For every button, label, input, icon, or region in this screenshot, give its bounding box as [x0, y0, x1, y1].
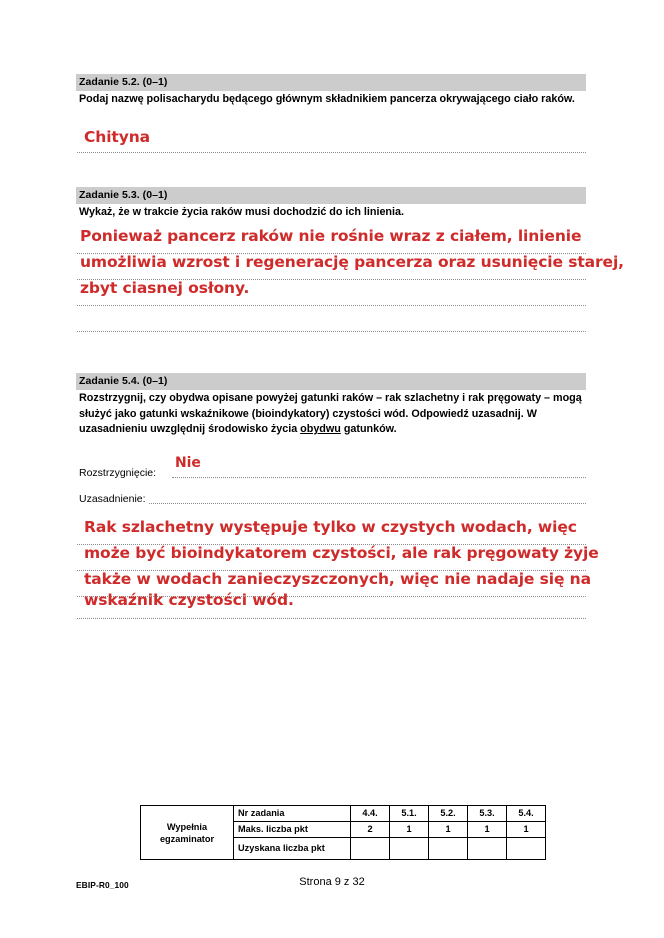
task-5-2-answer-line-1: Chityna: [84, 128, 151, 146]
task-5-3-title: Zadanie 5.3. (0–1): [76, 187, 586, 204]
justification-rule-4[interactable]: [77, 618, 586, 619]
justification-answer-line-3: także w wodach zanieczyszczonych, więc nie nadaje się na: [84, 570, 591, 588]
task-5-4-prompt-line-1: Rozstrzygnij, czy obydwa opisane powyżej gatunki raków – rak szlachetny i rak: [79, 392, 485, 404]
cell-max-points-2: 1: [429, 822, 468, 838]
task-5-4-prompt-line-4: gatunków.: [343, 423, 397, 436]
task-5-2-title: Zadanie 5.2. (0–1): [76, 74, 586, 91]
justification-answer-line-2: może być bioindykatorem czystości, ale rak pręgowaty żyje: [84, 544, 599, 562]
decision-rule[interactable]: [172, 477, 586, 478]
justification-answer-line-1: Rak szlachetny występuje tylko w czystych wodach, więc: [84, 518, 577, 536]
cell-max-points-3: 1: [468, 822, 507, 838]
cell-task-number-1: 5.1.: [390, 806, 429, 822]
task-5-3-prompt-line-1: Wykaż, że w trakcie życia raków musi dochodzić do ich linienia.: [79, 206, 404, 218]
cell-task-number-3: 5.3.: [468, 806, 507, 822]
task-5-4-prompt-line-2: pręgowaty – mogą służyć jako gatunki wskaźnikowe (bioindykatory) czystości wód.: [79, 392, 582, 420]
cell-obtained-points-2[interactable]: [429, 838, 468, 860]
task-5-4-header-band: [76, 373, 586, 390]
task-5-4-prompt-emphasis: obydwu: [300, 423, 341, 436]
task-5-3-answer-line-3: zbyt ciasnej osłony.: [80, 279, 250, 297]
row-label-max-points: Maks. liczba pkt: [234, 822, 351, 838]
examiner-who-line-1: Wypełnia: [166, 821, 208, 832]
page-number: Strona 9 z 32: [299, 876, 365, 888]
task-5-3-prompt: [76, 203, 586, 221]
task-5-2-answer-rule-1[interactable]: [77, 152, 586, 153]
task-5-3-answer-line-2: umożliwia wzrost i regenerację pancerza oraz usunięcie starej,: [80, 253, 624, 271]
cell-obtained-points-1[interactable]: [390, 838, 429, 860]
task-5-2-prompt-line-2: ciało raków.: [513, 93, 575, 105]
cell-obtained-points-4[interactable]: [507, 838, 546, 860]
task-5-4-prompt-line-3: Odpowiedź uzasadnij. W uzasadnieniu uwzględnij środowisko życia: [79, 407, 537, 436]
justification-label: Uzasadnienie:: [79, 493, 146, 505]
row-label-obtained-points: Uzyskana liczba pkt: [234, 838, 351, 860]
task-5-4-title: Zadanie 5.4. (0–1): [76, 373, 586, 390]
cell-obtained-points-3[interactable]: [468, 838, 507, 860]
examiner-who-line-2: egzaminator: [159, 833, 215, 844]
task-5-2-prompt-line-1: Podaj nazwę polisacharydu będącego głównym składnikiem pancerza okrywającego: [79, 93, 511, 105]
examiner-score-table: [140, 805, 546, 860]
cell-max-points-4: 1: [507, 822, 546, 838]
justification-answer-line-4: wskaźnik czystości wód.: [84, 591, 294, 609]
task-5-3-answer-rule-3[interactable]: [77, 305, 586, 306]
task-5-2-prompt: [76, 90, 586, 108]
cell-task-number-2: 5.2.: [429, 806, 468, 822]
cell-max-points-0: 2: [351, 822, 390, 838]
cell-obtained-points-0[interactable]: [351, 838, 390, 860]
task-5-4-prompt: [76, 389, 586, 438]
justification-rule-0[interactable]: [149, 503, 586, 504]
task-5-2-header-band: [76, 74, 586, 91]
table-row: [141, 806, 546, 822]
task-5-3-header-band: [76, 187, 586, 204]
cell-max-points-1: 1: [390, 822, 429, 838]
task-5-3-answer-line-1: Ponieważ pancerz raków nie rośnie wraz z ciałem, linienie: [80, 227, 582, 245]
decision-answer: Nie: [175, 455, 201, 471]
cell-task-number-0: 4.4.: [351, 806, 390, 822]
cell-task-number-4: 5.4.: [507, 806, 546, 822]
task-5-3-answer-rule-4[interactable]: [77, 331, 586, 332]
row-label-task-number: Nr zadania: [234, 806, 351, 822]
examiner-who-cell: [141, 806, 234, 860]
decision-label: Rozstrzygnięcie:: [79, 467, 157, 479]
sheet-code: EBIP-R0_100: [76, 880, 129, 890]
